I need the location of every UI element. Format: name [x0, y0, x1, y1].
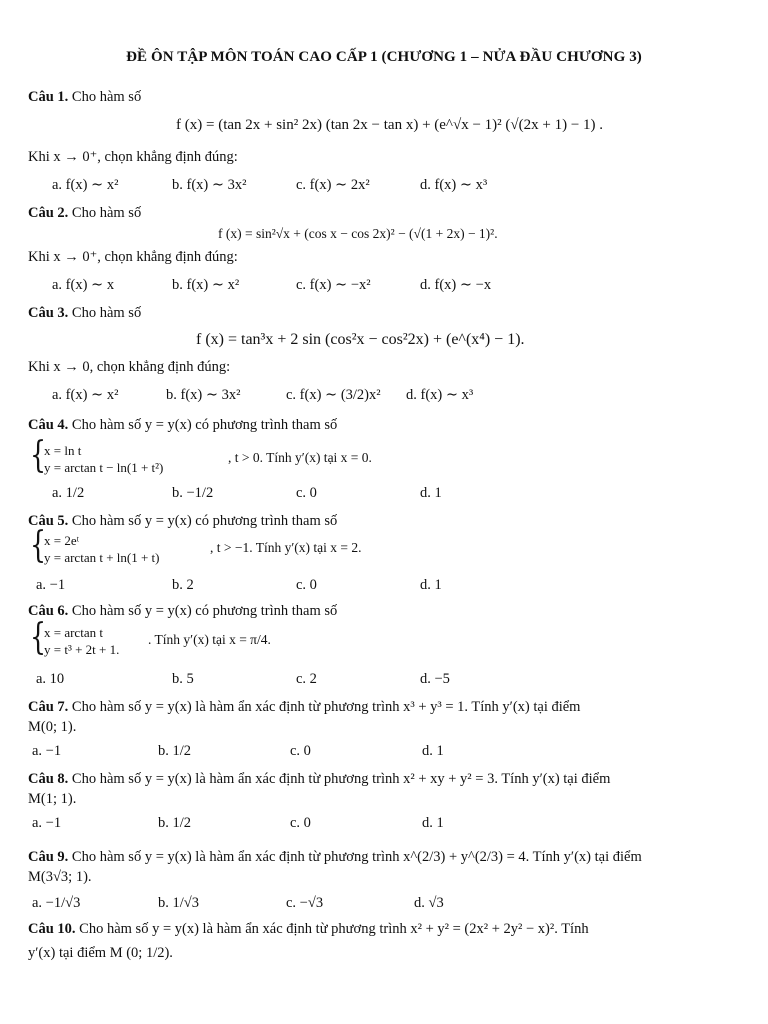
question-3-formula: f (x) = tan³x + 2 sin (cos²x − cos²2x) + (e^(x⁴) − 1). — [196, 331, 525, 348]
question-label: Câu 8. — [28, 771, 69, 787]
q2-option-b: b. f(x) ∼ x² — [172, 277, 240, 293]
q8-option-b: b. 1/2 — [158, 815, 192, 831]
question-text: Cho hàm số y = y(x) là hàm ẩn xác định từ phương trình x^(2/3) + y^(2/3) = 4. Tính y′(x) tại điểm — [71, 849, 642, 865]
question-text: Cho hàm số y = y(x) là hàm ẩn xác định từ phương trình x² + y² = (2x² + 2y² − x)². Tính — [79, 921, 589, 937]
question-8-heading — [28, 770, 610, 788]
question-text: Cho hàm số y = y(x) có phương trình tham số — [71, 417, 338, 433]
question-label: Câu 3. — [28, 305, 69, 321]
question-4-system — [30, 435, 450, 478]
question-text: Cho hàm số y = y(x) có phương trình tham số — [71, 603, 338, 619]
q3-option-a: a. f(x) ∼ x² — [52, 387, 119, 403]
q2-option-d: d. f(x) ∼ −x — [420, 277, 492, 293]
q6-option-b: b. 5 — [172, 671, 194, 687]
q3-option-c: c. f(x) ∼ (3/2)x² — [286, 387, 381, 403]
q4-option-a: a. 1/2 — [52, 485, 85, 501]
left-brace: { — [30, 525, 47, 566]
question-label: Câu 6. — [28, 603, 69, 619]
question-2-formula: f (x) = sin²√x + (cos x − cos 2x)² − (√(1 + 2x) − 1)². — [218, 226, 498, 241]
q1-option-c: c. f(x) ∼ 2x² — [296, 177, 370, 193]
q3-option-d: d. f(x) ∼ x³ — [406, 387, 474, 403]
q1-option-b: b. f(x) ∼ 3x² — [172, 177, 247, 193]
question-1-formula: f (x) = (tan 2x + sin² 2x) (tan 2x − tan x) + (e^√x − 1)² (√(2x + 1) − 1) . — [176, 117, 604, 133]
question-7-point: M(0; 1). — [28, 719, 77, 735]
q8-option-c: c. 0 — [290, 815, 311, 831]
question-text: Cho hàm số — [71, 205, 142, 221]
q5-option-c: c. 0 — [296, 577, 317, 593]
question-7-heading — [28, 698, 580, 716]
q6-option-d: d. −5 — [420, 671, 450, 687]
question-label: Câu 7. — [28, 699, 69, 715]
left-brace: { — [30, 435, 47, 476]
question-6-heading — [28, 602, 337, 620]
question-1-heading — [28, 88, 141, 106]
q5-option-d: d. 1 — [420, 577, 442, 593]
system-tail: . Tính y′(x) tại x = π/4. — [148, 632, 271, 647]
question-2-heading — [28, 204, 141, 222]
question-6-system — [30, 617, 450, 660]
q7-option-a: a. −1 — [32, 743, 62, 759]
q8-option-d: d. 1 — [422, 815, 444, 831]
q4-option-c: c. 0 — [296, 485, 317, 501]
question-label: Câu 10. — [28, 921, 76, 937]
q1-option-a: a. f(x) ∼ x² — [52, 177, 119, 193]
question-8-point: M(1; 1). — [28, 791, 77, 807]
q5-option-a: a. −1 — [36, 577, 66, 593]
q9-option-c: c. −√3 — [286, 895, 324, 911]
q4-option-d: d. 1 — [420, 485, 442, 501]
question-1-condition: Khi x → 0⁺, chọn khẳng định đúng: — [28, 149, 238, 165]
question-9-point: M(3√3; 1). — [28, 869, 92, 885]
q3-option-b: b. f(x) ∼ 3x² — [166, 387, 241, 403]
q6-option-a: a. 10 — [36, 671, 65, 687]
q7-option-d: d. 1 — [422, 743, 444, 759]
q5-option-b: b. 2 — [172, 577, 194, 593]
page-title: ĐỀ ÔN TẬP MÔN TOÁN CAO CẤP 1 (CHƯƠNG 1 – NỬA ĐẦU CHƯƠNG 3) — [126, 49, 642, 65]
q6-option-c: c. 2 — [296, 671, 317, 687]
left-brace: { — [30, 617, 47, 658]
question-text: Cho hàm số y = y(x) là hàm ẩn xác định từ phương trình x² + xy + y² = 3. Tính y′(x) tại điểm — [71, 771, 611, 787]
question-text: Cho hàm số y = y(x) có phương trình tham số — [71, 513, 338, 529]
question-label: Câu 1. — [28, 89, 69, 105]
system-line-2: y = arctan t + ln(1 + t) — [44, 550, 160, 565]
question-label: Câu 5. — [28, 513, 69, 529]
q9-option-b: b. 1/√3 — [158, 895, 199, 911]
question-2-condition: Khi x → 0⁺, chọn khẳng định đúng: — [28, 249, 238, 265]
q1-option-d: d. f(x) ∼ x³ — [420, 177, 488, 193]
question-9-heading — [28, 848, 642, 866]
q7-option-b: b. 1/2 — [158, 743, 192, 759]
system-line-2: y = t³ + 2t + 1. — [44, 642, 120, 657]
question-text: Cho hàm số y = y(x) là hàm ẩn xác định từ phương trình x³ + y³ = 1. Tính y′(x) tại điểm — [71, 699, 581, 715]
question-label: Câu 4. — [28, 417, 69, 433]
question-3-condition: Khi x → 0, chọn khẳng định đúng: — [28, 359, 231, 375]
question-5-system — [30, 525, 450, 568]
q9-option-d: d. √3 — [414, 895, 444, 911]
question-3-heading — [28, 304, 141, 322]
question-label: Câu 9. — [28, 849, 69, 865]
system-line-1: x = arctan t — [44, 625, 103, 640]
system-tail: , t > 0. Tính y′(x) tại x = 0. — [228, 450, 372, 465]
q2-option-c: c. f(x) ∼ −x² — [296, 277, 371, 293]
question-label: Câu 2. — [28, 205, 69, 221]
q8-option-a: a. −1 — [32, 815, 62, 831]
q4-option-b: b. −1/2 — [172, 485, 214, 501]
question-text: Cho hàm số — [71, 89, 142, 105]
system-line-1: x = ln t — [44, 443, 82, 458]
question-10-heading — [28, 920, 589, 938]
system-line-1: x = 2eᵗ — [44, 533, 80, 548]
q2-option-a: a. f(x) ∼ x — [52, 277, 115, 293]
system-tail: , t > −1. Tính y′(x) tại x = 2. — [210, 540, 362, 555]
question-10-point: y′(x) tại điểm M (0; 1/2). — [28, 945, 173, 961]
system-line-2: y = arctan t − ln(1 + t²) — [44, 460, 164, 475]
question-5-heading — [28, 512, 337, 530]
question-4-heading — [28, 416, 337, 434]
question-text: Cho hàm số — [71, 305, 142, 321]
q9-option-a: a. −1/√3 — [32, 895, 81, 911]
q7-option-c: c. 0 — [290, 743, 311, 759]
